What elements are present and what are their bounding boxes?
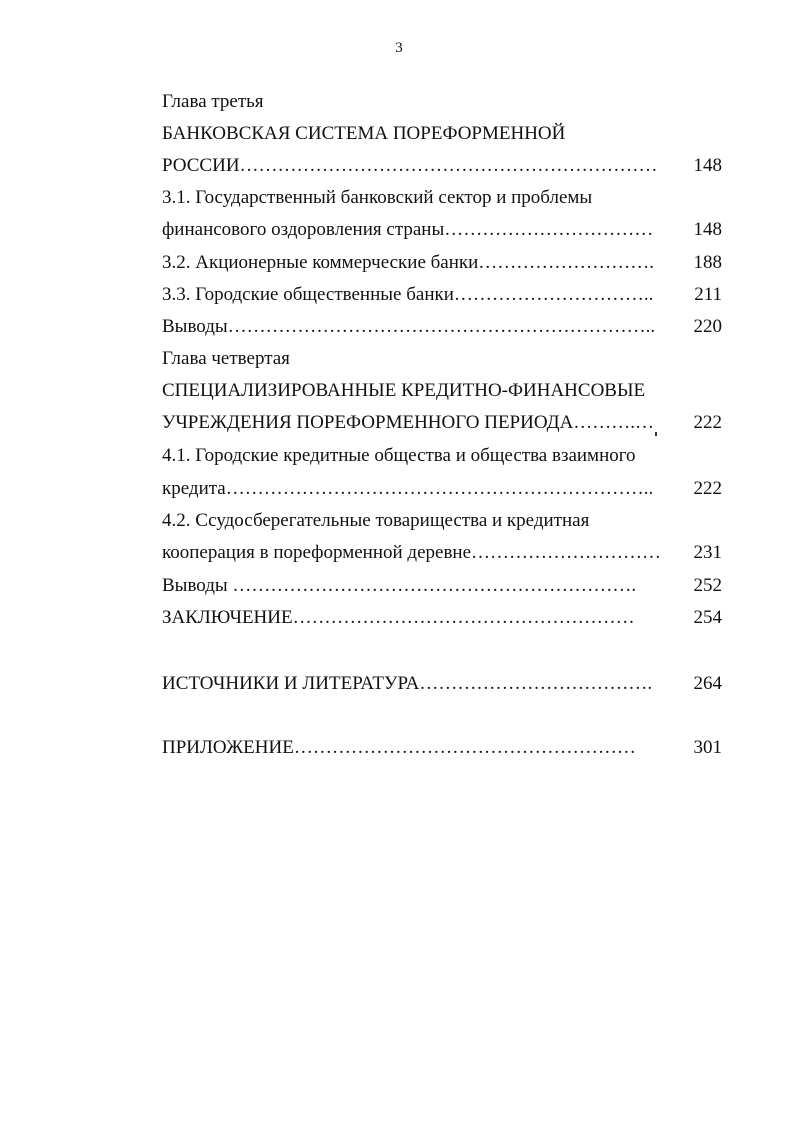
section-3-1-line1: 3.1. Государственный банковский сектор и проблемы — [162, 187, 593, 208]
chapter-3-label: Глава третья — [162, 91, 264, 112]
scan-speck — [655, 432, 657, 436]
chapter-4-title-line1: СПЕЦИАЛИЗИРОВАННЫЕ КРЕДИТНО-ФИНАНСОВЫЕ — [162, 380, 646, 401]
page-number: 3 — [395, 40, 403, 56]
chapter-3-title-line2: РОССИИ………………………………………………………… — [162, 155, 658, 176]
section-4-1-line1: 4.1. Городские кредитные общества и общества взаимного — [162, 445, 636, 466]
section-4-2-page: 231 — [693, 542, 722, 563]
chapter-3-title-line1: БАНКОВСКАЯ СИСТЕМА ПОРЕФОРМЕННОЙ — [162, 123, 566, 144]
conclusion-page: 254 — [693, 607, 722, 628]
section-3-1-page: 148 — [693, 219, 722, 240]
section-3-1-line2: финансового оздоровления страны…………………………… — [162, 219, 654, 240]
chapter-4-title-line2: УЧРЕЖДЕНИЯ ПОРЕФОРМЕННОГО ПЕРИОДА……….… — [162, 412, 655, 433]
chapter-4-label: Глава четвертая — [162, 348, 290, 369]
appendix-page: 301 — [693, 737, 722, 758]
chapter-4-conclusions-page: 252 — [693, 575, 722, 596]
chapter-3-conclusions-page: 220 — [693, 316, 722, 337]
section-3-2-page: 188 — [693, 252, 722, 273]
chapter-4-conclusions: Выводы ………………………………………………………. — [162, 575, 637, 596]
section-4-1-line2: кредита………………………………………………………….. — [162, 478, 654, 499]
section-4-2-line2: кооперация в пореформенной деревне………………………… — [162, 542, 662, 563]
sources-page: 264 — [693, 673, 722, 694]
section-3-2: 3.2. Акционерные коммерческие банки………………………. — [162, 252, 655, 273]
chapter-3-page: 148 — [693, 155, 722, 176]
conclusion-entry: ЗАКЛЮЧЕНИЕ……………………………………………… — [162, 607, 635, 628]
section-4-1-page: 222 — [693, 478, 722, 499]
chapter-3-conclusions: Выводы………………………………………………………….. — [162, 316, 656, 337]
sources-entry: ИСТОЧНИКИ И ЛИТЕРАТУРА………………………………. — [162, 673, 653, 694]
section-3-3: 3.3. Городские общественные банки………………………….. — [162, 284, 654, 305]
chapter-4-page: 222 — [693, 412, 722, 433]
section-4-2-line1: 4.2. Ссудосберегательные товарищества и кредитная — [162, 510, 590, 531]
section-3-3-page: 211 — [694, 284, 722, 305]
appendix-entry: ПРИЛОЖЕНИЕ……………………………………………… — [162, 737, 636, 758]
